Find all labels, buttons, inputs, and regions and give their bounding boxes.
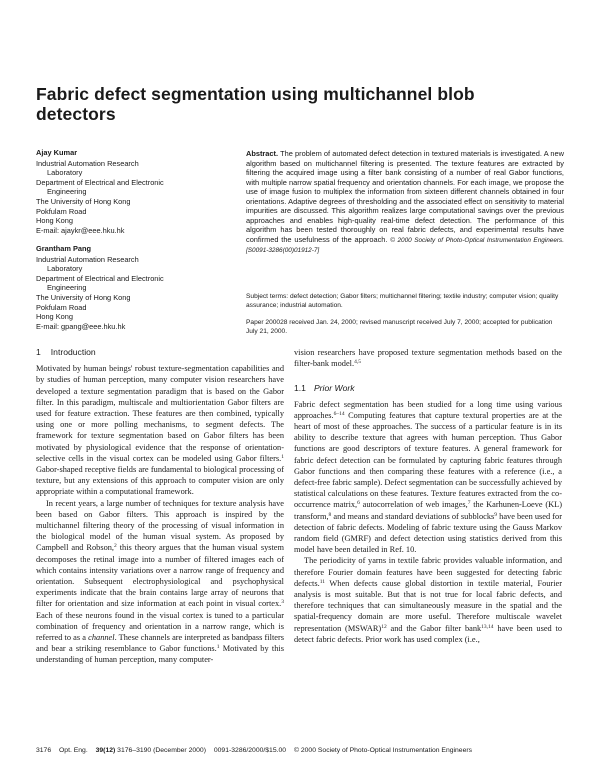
citation: 8 bbox=[328, 511, 332, 518]
page-number: 3176 bbox=[36, 747, 52, 754]
text-run: Motivated by human beings' robust texture-segmentation capabilities and by studies of human perception, many computer vision researchers have developed a texture segmentation paradigm that is based on the Gabor filter. In this paradigm, multiscale and multiorientation Gabor filters are used for feature extraction. These features are then combined, typically using one or more polling mechanisms, to segment defects. The framework for texture segmentation based on Gabor filters has been motivated by physiological evidence that the response of orientation-selective cells in the visual cortex can be modeled using Gabor filters. bbox=[36, 364, 284, 463]
section-title: Introduction bbox=[50, 347, 96, 357]
text-run: Motivated by this understanding of human perception, many computer- bbox=[36, 644, 284, 665]
journal-name: Opt. Eng. bbox=[59, 747, 88, 754]
text-run: Each of these neurons found in the visual cortex is tuned to a particular combination of frequency and orientation in a narrow range, which is referred to as a bbox=[36, 610, 284, 643]
affiliation-line: Engineering bbox=[47, 187, 87, 197]
subsection-number: 1.1 bbox=[294, 383, 306, 394]
citation: 11 bbox=[319, 578, 326, 585]
text-run: the Karhunen-Loeve (KL) transform, bbox=[294, 500, 562, 521]
author-email: E-mail: ajaykr@eee.hku.hk bbox=[36, 225, 125, 235]
paragraph bbox=[294, 347, 562, 369]
affiliation-line: Industrial Automation Research bbox=[36, 254, 139, 264]
text-run: Gabor-shaped receptive fields are fundamental to biological processing of texture, but any extensions of this approach to computer vision are only appropriate within a computational framework. bbox=[36, 465, 284, 497]
received-dates: Paper 200028 received Jan. 24, 2000; revised manuscript received July 7, 2000; accepted for publication July 21, 2000. bbox=[246, 319, 553, 335]
citation: 9 bbox=[494, 511, 498, 518]
text-run: Fabric defect segmentation has been studied for a long time using various approaches. bbox=[294, 399, 562, 420]
affiliation-line: Hong Kong bbox=[36, 216, 73, 226]
abstract bbox=[246, 149, 564, 256]
right-column bbox=[294, 347, 562, 645]
left-column bbox=[36, 347, 284, 666]
text-run: Computing features that capture textural properties are at the heart of most of these approaches. The success of a particular feature is in its ability to describe texture that agrees with human perception. Thus Gabor functions are good descriptors of texture features. A general framework for fabric defect detection can be formulated by capturing fabric features through Gabor functions and then comparing these features with a reference (i.e., a defect-free fabric sample). Defect segmentation can be successfully achieved by statistical calculations on these features. Texture features extracted from the co-occurrence matrix, bbox=[294, 410, 563, 510]
affiliation-line: The University of Hong Kong bbox=[36, 292, 131, 302]
citation: 2 bbox=[114, 543, 117, 550]
section-number: 1 bbox=[36, 347, 41, 357]
affiliation-line: Laboratory bbox=[47, 168, 83, 178]
author-block bbox=[36, 148, 236, 235]
text-run: have been used for detection of fabric defects. Modeling of fabric texture using the Gauss Markov random field (GMRF) and defect detection using statistics derived from this model have been detailed in Ref. 10. bbox=[294, 511, 562, 555]
citation: 7 bbox=[467, 500, 471, 507]
affiliation-line: The University of Hong Kong bbox=[36, 196, 131, 206]
author-email: E-mail: gpang@eee.hku.hk bbox=[36, 321, 126, 331]
text-run: . These channels are interpreted as bandpass filters and bear a striking resemblance to Gabor functions. bbox=[36, 633, 284, 654]
author-name: Ajay Kumar bbox=[36, 148, 78, 157]
citation: 12 bbox=[381, 623, 387, 630]
footer-copyright: © 2000 Society of Photo-Optical Instrumentation Engineers bbox=[293, 747, 473, 754]
paragraph bbox=[294, 555, 562, 645]
publication-code: 0091-3286/2000/$15.00 bbox=[213, 747, 287, 754]
citation: 4,5 bbox=[354, 359, 361, 366]
abstract-text: The problem of automated defect detection in textured materials is investigated. A new algorithm based on multichannel filtering is presented. The texture features are extracted by filtering the acquired image using a filter bank consisting of a number of real Gabor functions, with multiple narrow spatial frequency and orientation channels. For each image, we propose the use of image fusion to multiplex the information from sixteen different channels obtained in four orientations. Adaptive degrees of thresholding and the associated effect on sensitivity to material impurities are discussed. This algorithm realizes large computational savings over the previous approaches and enables high-quality real-time defect detection. The performance of this algorithm has been tested thoroughly on real fabric defects, and experimental results have confirmed the usefulness of the approach. bbox=[246, 149, 564, 244]
subsection-heading bbox=[294, 383, 562, 394]
text-run: and the Gabor filter bank bbox=[390, 623, 482, 633]
paragraph bbox=[36, 498, 284, 666]
section-heading bbox=[36, 347, 284, 358]
paper-title: Fabric defect segmentation using multichannel blob detectors bbox=[36, 84, 475, 124]
author-block bbox=[36, 244, 236, 331]
citation: 1 bbox=[216, 644, 220, 651]
affiliation-line: Department of Electrical and Electronic bbox=[36, 177, 164, 187]
emphasis: channel bbox=[88, 633, 115, 643]
affiliation-line: Pokfulam Road bbox=[36, 302, 87, 312]
affiliation-line: Engineering bbox=[47, 283, 87, 293]
text-run: autocorrelation of web images, bbox=[362, 500, 468, 510]
page-range: 3176–3190 (December 2000) bbox=[117, 747, 206, 754]
text-run: In recent years, a large number of techniques for texture analysis have been based on Gabor filters. This approach is inspired by the multichannel filtering theory of the processing of visual information in the biological model of the human visual system. As proposed by Campbell and Robson, bbox=[36, 498, 284, 553]
affiliation-line: Industrial Automation Research bbox=[36, 158, 139, 168]
text-run: When defects cause global distortion in textile material, Fourier analysis is most suitable. But that is not true for local fabric defects, and therefore techniques that can simultaneously measure in the spatial and the spatial-frequency domain are more useful. Therefore multiscale wavelet representation (MSWAR) bbox=[294, 578, 563, 633]
affiliation-line: Laboratory bbox=[47, 264, 83, 274]
text-run: and means and standard deviations of subblocks bbox=[333, 511, 495, 521]
text-run: vision researchers have proposed texture segmentation methods based on the filter-bank model. bbox=[294, 348, 562, 369]
text-run: this theory argues that the human visual system decomposes the retinal image into a number of filtered images each of which contains intensity variations over a narrow range of frequency and orientation. Subsequent electrophysiological and psychophysical experiments indicate that the brain contains large array of neurons that filter for orientation and size information at each point in visual cortex. bbox=[36, 543, 285, 609]
affiliation-line: Hong Kong bbox=[36, 312, 73, 322]
abstract-label: Abstract. bbox=[246, 149, 279, 158]
paragraph bbox=[36, 363, 284, 497]
subject-terms: Subject terms: defect detection; Gabor filters; multichannel filtering; textile industry; computer vision; quality assurance; industrial automation. bbox=[246, 293, 559, 309]
subsection-title: Prior Work bbox=[313, 383, 355, 394]
author-name: Grantham Pang bbox=[36, 244, 92, 253]
abstract-copyright: © 2000 Society of Photo-Optical Instrumentation Engineers. [S0091-3286(00)01912-7] bbox=[246, 236, 564, 254]
citation: 1 bbox=[281, 453, 284, 460]
citation: 6–14 bbox=[333, 410, 345, 417]
affiliation-line: Pokfulam Road bbox=[36, 206, 87, 216]
text-run: have been used to detect fabric defects. Prior work has used complex (i.e., bbox=[294, 623, 562, 644]
citation: 13,14 bbox=[481, 623, 494, 630]
citation: 3 bbox=[281, 599, 284, 606]
paragraph bbox=[294, 399, 562, 556]
journal-volume: 39(12) bbox=[95, 747, 116, 754]
page-footer bbox=[36, 747, 566, 754]
affiliation-line: Department of Electrical and Electronic bbox=[36, 273, 164, 283]
citation: 6 bbox=[357, 500, 360, 507]
text-run: The periodicity of yarns in textile fabric provides valuable information, and therefore Fourier domain features have been suggested for detecting fabric defects. bbox=[294, 556, 562, 588]
